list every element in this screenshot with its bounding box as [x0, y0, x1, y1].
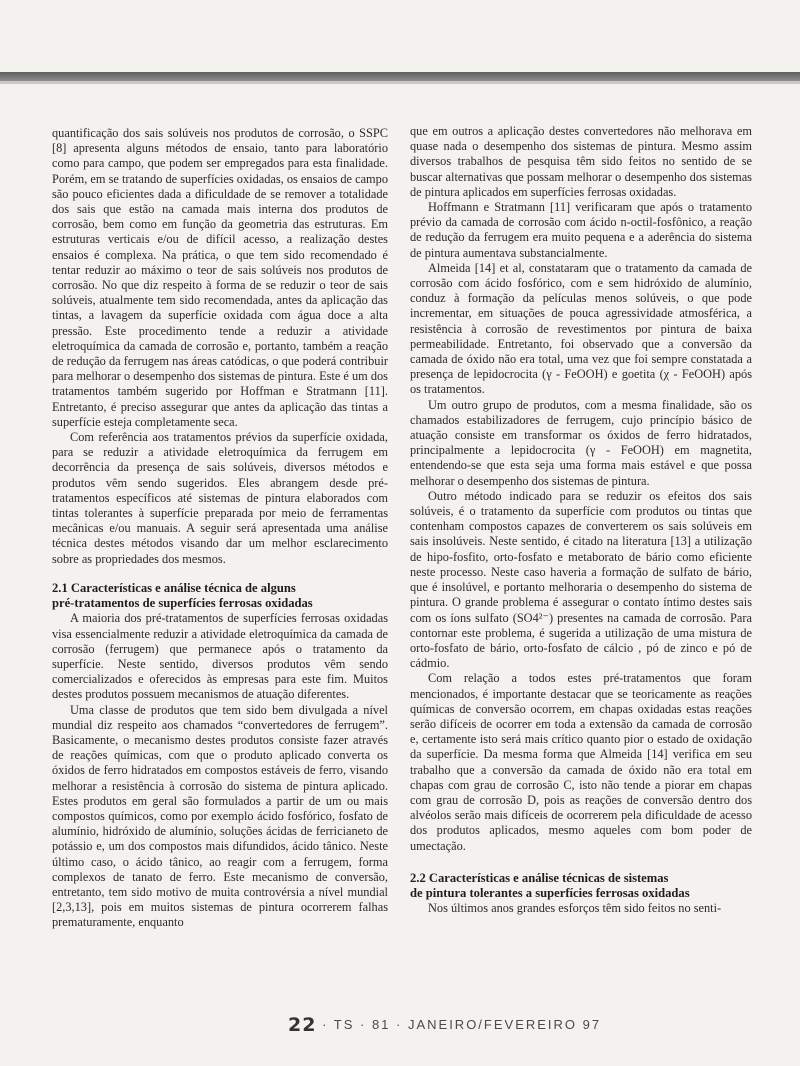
- paragraph: A maioria dos pré-tratamentos de superfícies ferrosas oxidadas visa essencialmente reduzir a atividade eletroquímica da camada de corrosão (ferrugem) que permanece após o tratamento da superfície. Neste sentido, diversos produtos vêm sendo comercializados e oferecidos às empresas para este fim. Muitos destes produtos possuem mecanismos de atuação diferentes.: [52, 611, 388, 702]
- header-rule-shadow: [0, 81, 800, 84]
- issue-info: · TS · 81 · JANEIRO/FEVEREIRO 97: [322, 1017, 602, 1032]
- heading-line: 2.1 Características e análise técnica de alguns: [52, 580, 296, 595]
- right-column: [410, 124, 752, 916]
- paragraph: Almeida [14] et al, constataram que o tratamento da camada de corrosão com ácido fosfórico, com e sem hidróxido de alumínio, conduz à formação da películas menos solúveis, o que pode incrementar, em situações de pouca agressividade atmosférica, a resistência à corrosão de revestimentos por pintura de baixa permeabilidade. Entretanto, foi observado que a conversão da camada de óxido não era total, uma vez que foi sempre constatada a presença de lepidocrocita (γ - FeOOH) e goetita (χ - FeOOH) após os tratamentos.: [410, 260, 752, 397]
- paragraph: quantificação dos sais solúveis nos produtos de corrosão, o SSPC [8] apresenta alguns métodos de ensaio, tanto para laboratório como para campo, que podem ser empregados para esta finalidade. Porém, em se tratando de superfícies oxidadas, os ensaios de campo são pouco eficientes dada a dificuldade de se remover a totalidade dos sais que estão na camada mais interna dos produtos de corrosão, bem como em função da geometria das estruturas. Em estruturas verticais e/ou de difícil acesso, a realização destes ensaios é complexa. Na prática, o que tem sido recomendado é tentar reduzir ao máximo o teor de sais solúveis nos produtos de corrosão. No que diz respeito à forma de se reduzir o teor de sais solúveis, atualmente tem sido recomendada, antes da aplicação das tintas, a lavagem da superfície oxidada com água doce a alta pressão. Este procedimento tende a reduzir a atividade eletroquímica da camada de corrosão e, portanto, também a reação de redução da ferrugem nas áreas catódicas, o que poderá contribuir para melhorar o desempenho dos sistemas de pintura. Este é um dos tratamentos também sugerido por Hoffman e Stratmann [11]. Entretanto, é preciso assegurar que antes da aplicação das tintas a superfície esteja completamente seca.: [52, 126, 388, 429]
- header-rule: [0, 72, 800, 81]
- section-heading-2-2: [410, 871, 752, 901]
- paragraph: Um outro grupo de produtos, com a mesma finalidade, são os chamados estabilizadores de ferrugem, cujo princípio básico de atuação consiste em transformar os óxidos de ferro hidratados, principalmente a lepidocrocita (γ - FeOOH) em magnetita, entendendo-se que esta seja uma forma mais estável e que possa melhorar o desempenho dos sistemas de pintura.: [410, 397, 752, 488]
- left-column: [52, 126, 388, 931]
- paragraph: Com relação a todos estes pré-tratamentos que foram mencionados, é importante destacar que se teoricamente as reações químicas de conversão ocorrem, em chapas oxidadas estas reações serão difíceis de ocorrer em toda a extensão da camada de corrosão e, certamente isto será mais crítico quanto pior o estado de oxidação da superfície. Da mesma forma que Almeida [14] verifica em seu trabalho que a conversão da camada de óxido não era total em chapas com grau de corrosão C, isto não tende a piorar em chapas com grau de corrosão D, pois as reações de conversão dentro dos alvéolos serão mais difíceis de ocorrerem pela dificuldade de acesso dos produtos aplicados, mesmo aqueles com bom poder de umectação.: [410, 671, 752, 853]
- paragraph: Com referência aos tratamentos prévios da superfície oxidada, para se reduzir a atividade eletroquímica da ferrugem em decorrência da presença de sais solúveis, diversos métodos e produtos vêm sendo sugeridos. Eles abrangem desde pré-tratamentos específicos até sistemas de pintura elaborados com tintas tolerantes à superfície preparada por meio de ferramentas mecânicas e/ou manuais. A seguir será apresentada uma análise técnica destes métodos visando dar um melhor esclarecimento sobre as propriedades dos mesmos.: [52, 430, 388, 566]
- page-number: 22: [288, 1014, 317, 1036]
- paragraph: Hoffmann e Stratmann [11] verificaram que após o tratamento prévio da camada de corrosão com ácido n-octil-fosfônico, a reação de redução da ferrugem era muito pequena e a aderência do sistema de pintura aumentava substancialmente.: [410, 200, 752, 260]
- heading-line: pré-tratamentos de superfícies ferrosas oxidadas: [52, 596, 313, 611]
- section-heading-2-1: [52, 581, 388, 611]
- heading-line: de pintura tolerantes a superfícies ferrosas oxidadas: [410, 885, 690, 900]
- paragraph: Uma classe de produtos que tem sido bem divulgada a nível mundial diz respeito aos chamados “convertedores de ferrugem”. Basicamente, o mecanismo destes produtos consiste fazer através de reações químicas, com que o produto aplicado converta os óxidos de ferro hidratados em compostos estáveis de ferro, visando melhorar a resistência à corrosão do sistema de pintura aplicado. Estes produtos em geral são formulados a partir de um ou mais compostos químicos, como por exemplo ácido fosfórico, fosfato de alumínio, hidróxido de alumínio, soluções ácidas de ferricianeto de potássio e, um dos compostos mais difundidos, ácido tânico. Neste último caso, o ácido tânico, ao reagir com a ferrugem, forma complexos de tanato de ferro. Este mecanismo de conversão, entretanto, tem sido motivo de muita controvérsia a nível mundial [2,3,13], pois em muitos sistemas de pintura ocorrerem falhas prematuramente, enquanto: [52, 702, 388, 930]
- paragraph: Nos últimos anos grandes esforços têm sido feitos no senti-: [428, 901, 722, 916]
- heading-line: 2.2 Características e análise técnicas de sistemas: [410, 870, 669, 885]
- paragraph: que em outros a aplicação destes convertedores não melhorava em quase nada o desempenho dos sistemas de pintura. Mesmo assim diversos trabalhos de pesquisa têm sido feitos no sentido de se buscar alternativas que possam melhorar o desempenho dos sistemas de pintura aplicados em superfícies ferrosas oxidadas.: [410, 124, 752, 199]
- page-footer: [288, 1014, 601, 1036]
- paragraph: Outro método indicado para se reduzir os efeitos dos sais solúveis, é o tratamento da superfície com produtos ou tintas que contenham compostos capazes de converterem os sais solúveis em sais insolúveis. Neste sentido, é citado na literatura [13] a utilização de hipo-fosfito, orto-fosfato e metaborato de bário como eficiente neste processo. Neste caso haveria a formação de sulfato de bário, que é insolúvel, e portanto melhoraria o desempenho do sistema de pintura. O grande problema é assegurar o contato íntimo destes sais com os íons sulfato (SO4²⁻) presentes na camada de corrosão. Para contornar este problema, é sugerida a utilização de uma mistura de orto-fosfato de bário, orto-fosfato de cálcio , pó de zinco e pó de cádmio.: [410, 488, 752, 671]
